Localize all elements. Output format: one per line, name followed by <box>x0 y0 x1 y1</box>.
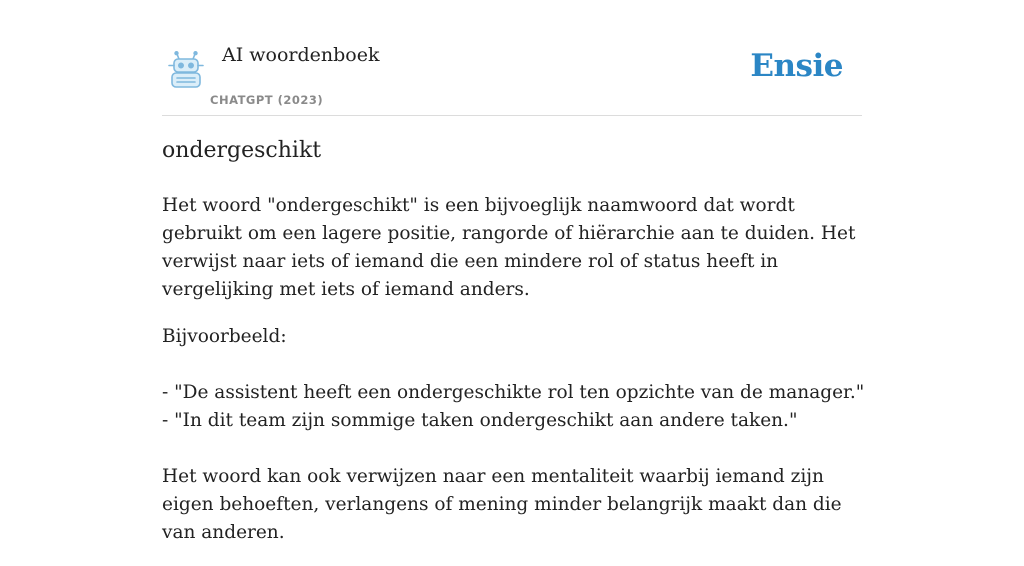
ensie-logo[interactable]: Ensie <box>750 48 843 84</box>
extra-paragraph: Het woord kan ook verwijzen naar een mentaliteit waarbij iemand zijn eigen behoeften, verlangens of mening minder belangrijk maakt dan die van anderen. <box>162 466 842 543</box>
definition-paragraph: Het woord "ondergeschikt" is een bijvoeglijk naamwoord dat wordt gebruikt om een lagere positie, rangorde of hiërarchie aan te duiden. Het verwijst naar iets of iemand die een mindere rol of status heeft in vergelijking met iets of iemand anders. <box>162 195 856 300</box>
dictionary-source: CHATGPT (2023) <box>210 93 324 107</box>
entry-term: ondergeschikt <box>162 138 322 163</box>
entry-body <box>162 192 865 566</box>
example-item: - "In dit team zijn sommige taken ondergeschikt aan andere taken." <box>162 410 798 431</box>
robot-icon <box>166 50 206 90</box>
example-intro: Bijvoorbeeld: <box>162 326 287 347</box>
examples-block <box>162 323 865 547</box>
entry-container <box>162 0 865 543</box>
header <box>162 0 862 116</box>
example-item: - "De assistent heeft een ondergeschikte rol ten opzichte van de manager." <box>162 382 865 403</box>
dictionary-title[interactable]: AI woordenboek <box>222 44 380 66</box>
